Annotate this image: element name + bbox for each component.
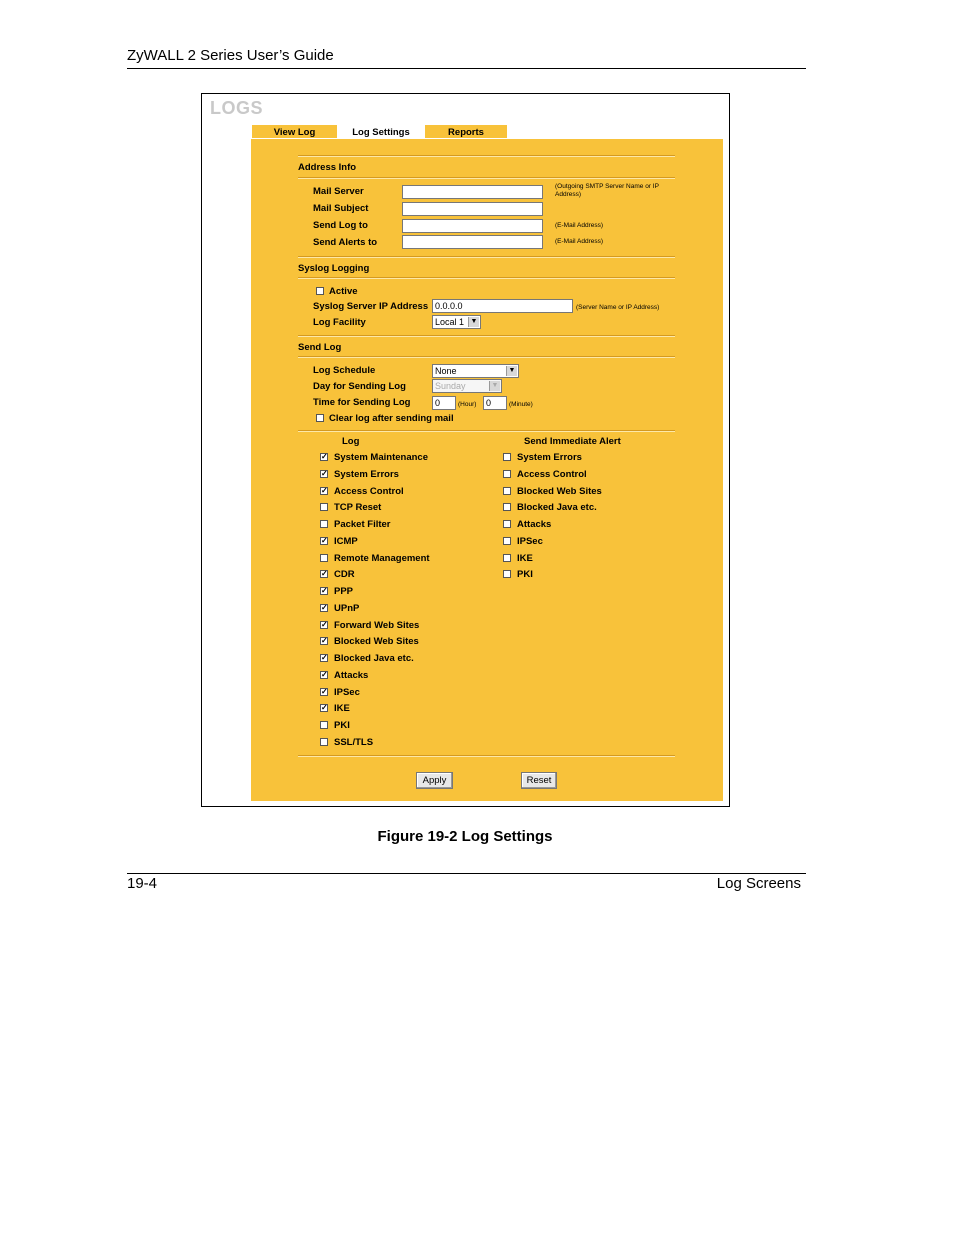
category-checkbox[interactable] (320, 721, 328, 729)
figure-caption: Figure 19-2 Log Settings (377, 828, 553, 845)
day-for-sending-log-select[interactable] (432, 379, 502, 393)
syslog-server-ip-input[interactable]: 0.0.0.0 (432, 299, 573, 313)
category-label: Blocked Web Sites (334, 636, 419, 648)
page-number: 19-4 (127, 875, 158, 892)
category-label: PKI (517, 569, 533, 581)
category-checkbox[interactable] (320, 520, 328, 528)
category-label: System Errors (334, 468, 399, 480)
category-checkbox[interactable]: ✓ (321, 703, 328, 713)
category-checkbox[interactable]: ✓ (321, 452, 328, 461)
time-for-sending-log-label: Time for Sending Log (313, 397, 411, 408)
syslog-active-label: Active (329, 286, 358, 297)
category-label: Packet Filter (334, 519, 391, 530)
log-facility-select[interactable] (432, 315, 481, 329)
footer-rule (127, 873, 806, 874)
category-checkbox[interactable]: ✓ (321, 586, 328, 595)
category-checkbox[interactable]: ✓ (321, 653, 328, 662)
category-label: IKE (334, 703, 350, 715)
minute-note: (Minute) (509, 401, 533, 408)
tab-log-settings[interactable]: Log Settings (338, 124, 424, 139)
mail-server-label: Mail Server (313, 186, 364, 197)
category-label: Blocked Java etc. (517, 502, 597, 514)
category-label: PKI (334, 720, 350, 731)
divider (298, 755, 675, 757)
log-column-header: Log (342, 436, 360, 447)
category-label: Access Control (517, 468, 587, 480)
category-checkbox[interactable] (503, 537, 511, 545)
category-checkbox[interactable]: ✓ (321, 535, 328, 545)
category-label: Attacks (517, 519, 552, 530)
hour-note: (Hour) (458, 401, 477, 408)
send-alerts-to-label: Send Alerts to (313, 237, 378, 248)
category-checkbox[interactable]: ✓ (321, 485, 328, 495)
tab-view-log[interactable]: View Log (251, 124, 338, 139)
alert-column-header: Send Immediate Alert (524, 436, 621, 447)
apply-button[interactable]: Apply (416, 772, 453, 789)
category-checkbox[interactable] (320, 738, 328, 746)
category-checkbox[interactable] (503, 487, 511, 495)
category-checkbox[interactable] (320, 554, 328, 562)
category-label: Access Control (334, 485, 404, 497)
category-label: ICMP (334, 535, 358, 547)
divider (298, 335, 675, 337)
category-checkbox[interactable]: ✓ (321, 669, 328, 679)
category-checkbox[interactable]: ✓ (321, 569, 328, 579)
section-syslog-logging: Syslog Logging (298, 263, 370, 274)
log-schedule-label: Log Schedule (313, 365, 376, 376)
mail-subject-label: Mail Subject (313, 203, 369, 214)
send-log-to-note: (E-Mail Address) (555, 222, 604, 229)
divider (298, 430, 675, 432)
guide-header-title: ZyWALL 2 Series User’s Guide (127, 47, 334, 64)
hour-input[interactable]: 0 (432, 396, 456, 410)
clear-log-checkbox[interactable] (316, 414, 324, 422)
category-label: IPSec (334, 686, 360, 698)
divider (298, 356, 675, 358)
category-checkbox[interactable] (503, 570, 511, 578)
category-checkbox[interactable]: ✓ (321, 602, 328, 612)
category-label: Forward Web Sites (334, 619, 420, 631)
category-checkbox[interactable] (503, 453, 511, 461)
category-label: IPSec (517, 535, 543, 547)
log-schedule-select[interactable] (432, 364, 519, 378)
category-label: UPnP (334, 602, 360, 614)
category-checkbox[interactable]: ✓ (321, 636, 328, 646)
category-checkbox[interactable] (503, 503, 511, 511)
category-label: Attacks (334, 669, 369, 681)
mail-server-input[interactable] (402, 185, 543, 199)
category-label: IKE (517, 552, 533, 564)
chevron-down-icon: ▼ (468, 317, 479, 327)
mail-server-note: (Outgoing SMTP Server Name or IP Address) (555, 183, 659, 198)
log-facility-label: Log Facility (313, 317, 366, 328)
category-checkbox[interactable]: ✓ (321, 619, 328, 629)
send-log-to-label: Send Log to (313, 220, 368, 231)
send-log-to-input[interactable] (402, 219, 543, 233)
category-label: SSL/TLS (334, 736, 374, 748)
category-label: TCP Reset (334, 502, 382, 514)
category-checkbox[interactable]: ✓ (321, 468, 328, 478)
category-checkbox[interactable]: ✓ (321, 686, 328, 696)
chevron-down-icon: ▼ (489, 381, 500, 391)
send-alerts-to-note: (E-Mail Address) (555, 238, 604, 245)
send-alerts-to-input[interactable] (402, 235, 543, 249)
section-send-log: Send Log (298, 342, 342, 353)
tab-reports[interactable]: Reports (424, 124, 508, 139)
syslog-server-ip-note: (Server Name or IP Address) (576, 304, 660, 311)
divider (298, 177, 675, 179)
day-for-sending-log-label: Day for Sending Log (313, 381, 406, 392)
log-schedule-value: None (435, 366, 457, 376)
category-checkbox[interactable] (503, 520, 511, 528)
chapter-name: Log Screens (716, 875, 801, 892)
minute-input[interactable]: 0 (483, 396, 507, 410)
clear-log-label: Clear log after sending mail (329, 413, 454, 424)
category-label: CDR (334, 569, 355, 581)
reset-button[interactable]: Reset (521, 772, 557, 789)
category-checkbox[interactable] (503, 554, 511, 562)
divider (298, 277, 675, 279)
syslog-server-ip-label: Syslog Server IP Address (313, 301, 429, 312)
category-checkbox[interactable] (503, 470, 511, 478)
category-label: System Maintenance (334, 452, 428, 463)
chevron-down-icon: ▼ (506, 366, 517, 376)
category-checkbox[interactable] (320, 503, 328, 511)
category-label: Blocked Java etc. (334, 653, 414, 664)
category-label: Blocked Web Sites (517, 485, 602, 497)
divider (298, 256, 675, 258)
divider (298, 155, 675, 157)
section-address-info: Address Info (298, 162, 357, 173)
screen-title: LOGS (210, 98, 264, 118)
day-for-sending-log-value: Sunday (435, 381, 466, 391)
mail-subject-input[interactable] (402, 202, 543, 216)
log-facility-value: Local 1 (435, 317, 465, 327)
category-label: Remote Management (334, 552, 430, 564)
category-label: PPP (334, 586, 354, 597)
category-label: System Errors (517, 452, 582, 463)
syslog-active-checkbox[interactable] (316, 287, 324, 295)
header-rule (127, 68, 806, 69)
